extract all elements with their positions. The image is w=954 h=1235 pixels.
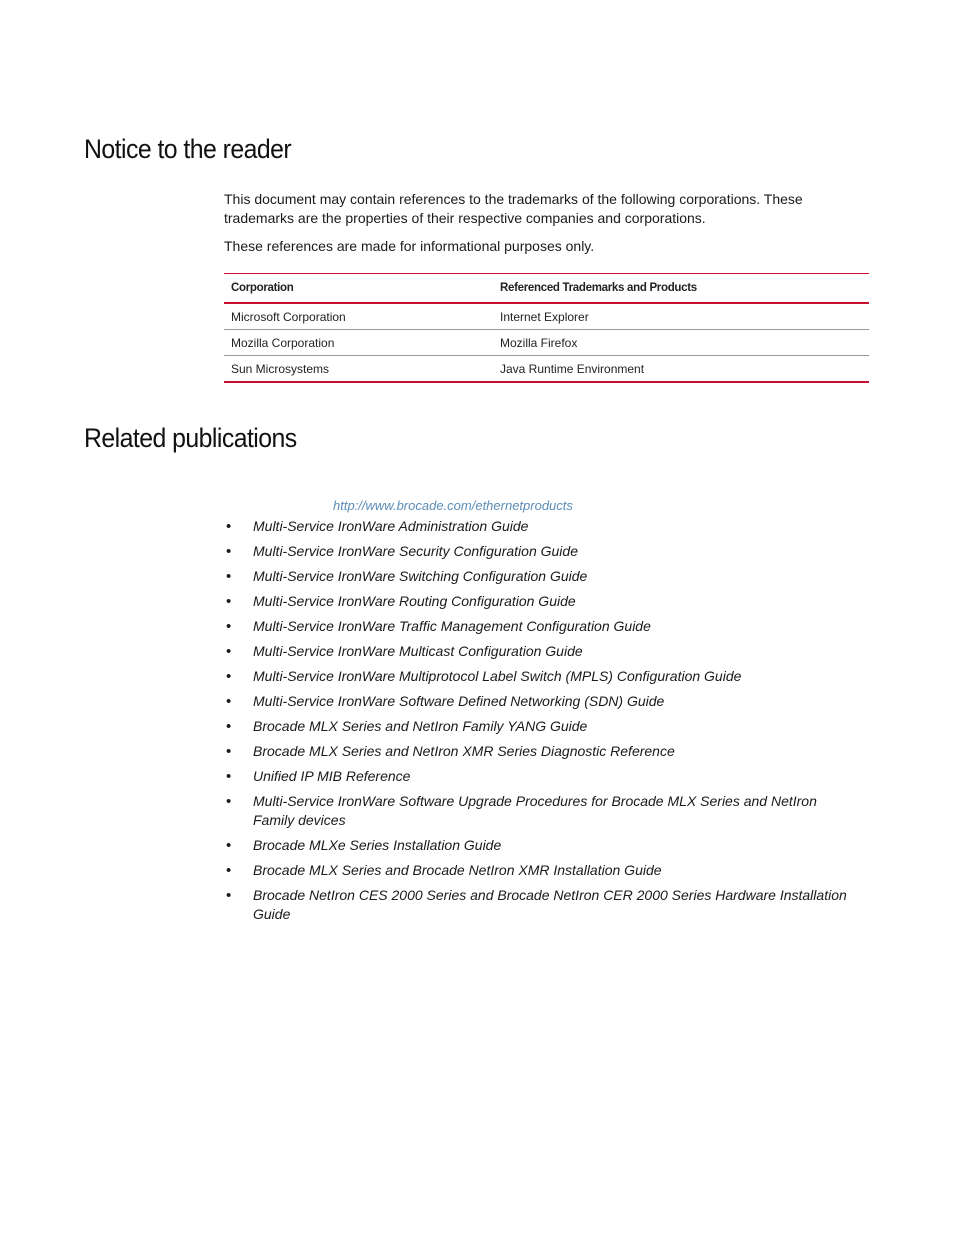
table-cell-corporation: Mozilla Corporation bbox=[224, 330, 493, 356]
publication-title: Brocade MLX Series and Brocade NetIron XMR Installation Guide bbox=[253, 862, 662, 878]
list-item bbox=[224, 861, 854, 880]
table-cell-trademark: Internet Explorer bbox=[493, 303, 869, 330]
publication-title: Multi-Service IronWare Administration Guide bbox=[253, 518, 529, 534]
table-cell-trademark: Java Runtime Environment bbox=[493, 356, 869, 383]
notice-paragraph-2: These references are made for informational purposes only. bbox=[224, 238, 595, 254]
bullet-icon: • bbox=[226, 887, 232, 904]
bullet-icon: • bbox=[226, 862, 232, 879]
list-item bbox=[224, 517, 854, 536]
publication-title: Unified IP MIB Reference bbox=[253, 768, 411, 784]
bullet-icon: • bbox=[226, 793, 232, 810]
bullet-icon: • bbox=[226, 743, 232, 760]
publication-title: Multi-Service IronWare Software Defined Networking (SDN) Guide bbox=[253, 693, 665, 709]
list-item bbox=[224, 642, 854, 661]
bullet-icon: • bbox=[226, 593, 232, 610]
list-item bbox=[224, 692, 854, 711]
related-publications-heading: Related publications bbox=[84, 423, 297, 453]
bullet-icon: • bbox=[226, 518, 232, 535]
publication-title: Brocade MLX Series and NetIron Family YANG Guide bbox=[253, 718, 588, 734]
notice-heading: Notice to the reader bbox=[84, 134, 292, 164]
bullet-icon: • bbox=[226, 618, 232, 635]
ethernet-products-link[interactable]: http://www.brocade.com/ethernetproducts bbox=[333, 498, 573, 513]
column-header-trademarks: Referenced Trademarks and Products bbox=[493, 274, 869, 304]
list-item bbox=[224, 836, 854, 855]
table-row bbox=[224, 330, 869, 356]
bullet-icon: • bbox=[226, 643, 232, 660]
list-item bbox=[224, 592, 854, 611]
list-item bbox=[224, 542, 854, 561]
table-cell-trademark: Mozilla Firefox bbox=[493, 330, 869, 356]
bullet-icon: • bbox=[226, 837, 232, 854]
list-item bbox=[224, 767, 854, 786]
table-row bbox=[224, 303, 869, 330]
bullet-icon: • bbox=[226, 568, 232, 585]
list-item bbox=[224, 717, 854, 736]
bullet-icon: • bbox=[226, 543, 232, 560]
list-item bbox=[224, 886, 854, 924]
publication-title: Brocade MLX Series and NetIron XMR Series Diagnostic Reference bbox=[253, 743, 675, 759]
list-item bbox=[224, 742, 854, 761]
list-item bbox=[224, 792, 854, 830]
publication-title: Multi-Service IronWare Traffic Management Configuration Guide bbox=[253, 618, 651, 634]
publication-title: Multi-Service IronWare Software Upgrade Procedures for Brocade MLX Series and NetIron Family devices bbox=[253, 793, 817, 828]
bullet-icon: • bbox=[226, 768, 232, 785]
publication-title: Multi-Service IronWare Routing Configuration Guide bbox=[253, 593, 576, 609]
table-cell-corporation: Microsoft Corporation bbox=[224, 303, 493, 330]
table-cell-corporation: Sun Microsystems bbox=[224, 356, 493, 383]
publication-title: Multi-Service IronWare Security Configuration Guide bbox=[253, 543, 578, 559]
list-item bbox=[224, 567, 854, 586]
notice-paragraph-1: This document may contain references to the trademarks of the following corporations. These trademarks are the properties of their respective companies and corporations. bbox=[224, 191, 803, 226]
list-item bbox=[224, 617, 854, 636]
publication-title: Brocade MLXe Series Installation Guide bbox=[253, 837, 502, 853]
table-row bbox=[224, 356, 869, 383]
trademark-table bbox=[224, 273, 869, 383]
publication-title: Multi-Service IronWare Switching Configuration Guide bbox=[253, 568, 588, 584]
table-header-row bbox=[224, 274, 869, 304]
bullet-icon: • bbox=[226, 668, 232, 685]
publication-title: Multi-Service IronWare Multiprotocol Label Switch (MPLS) Configuration Guide bbox=[253, 668, 742, 684]
bullet-icon: • bbox=[226, 693, 232, 710]
list-item bbox=[224, 667, 854, 686]
column-header-corporation: Corporation bbox=[224, 274, 493, 304]
publication-list bbox=[224, 517, 854, 930]
publication-title: Brocade NetIron CES 2000 Series and Brocade NetIron CER 2000 Series Hardware Installation Guide bbox=[253, 887, 847, 922]
publication-title: Multi-Service IronWare Multicast Configuration Guide bbox=[253, 643, 583, 659]
bullet-icon: • bbox=[226, 718, 232, 735]
